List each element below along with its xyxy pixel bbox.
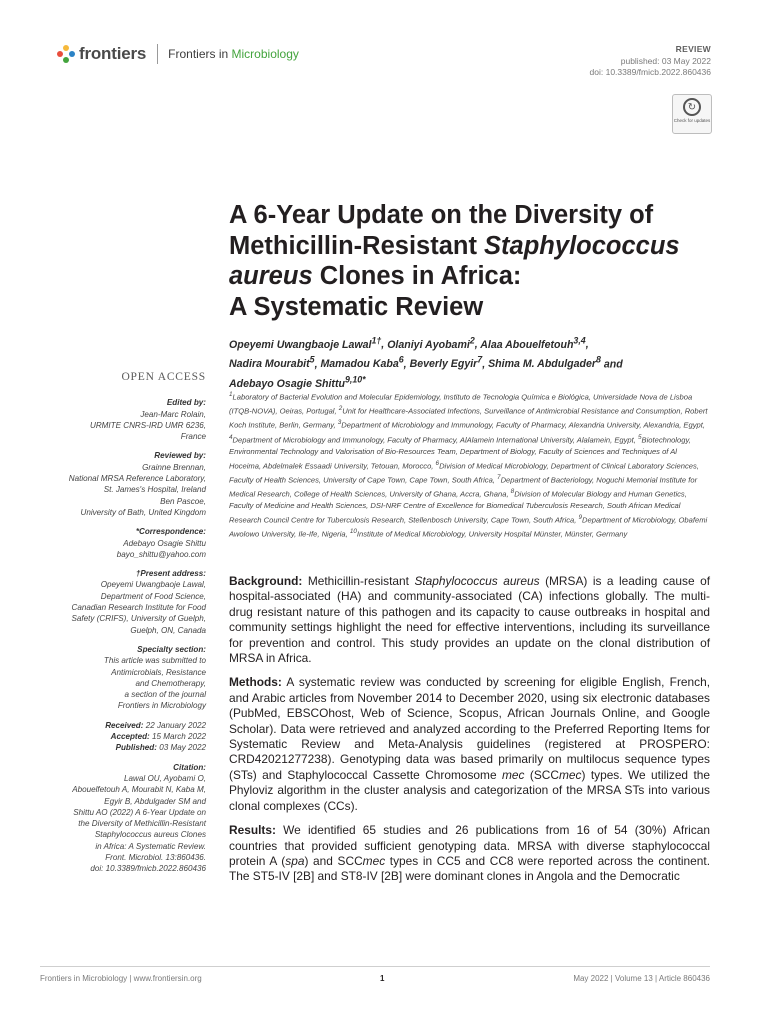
abstract-results: Results: We identified 65 studies and 26 publications from 16 of 54 (30%) African countries that provided sufficient genotyping data. MRSA with diverse staphylococcal protein A (spa) and SCCmec types in CC5 and CC8 were reported across the continent. The ST5-IV [2B] and ST8-IV [2B] were dominant clones in Angola and the Democratic — [229, 823, 710, 884]
present-address: †Present address: Opeyemi Uwangbaoje Lawal, Department of Food Science, Canadian Research Institute for Food Safety (CRIFS), University of Guelph, Guelph, ON, Canada — [71, 569, 206, 635]
article-sidebar — [40, 372, 206, 883]
published-date: published: 03 May 2022 — [620, 55, 711, 66]
author[interactable]: Mamadou Kaba$^6$ — [320, 354, 404, 371]
author[interactable]: Beverly Egyir$^7$ — [409, 354, 483, 371]
article-type: REVIEW — [675, 44, 711, 54]
refresh-icon: ↻ — [683, 98, 701, 116]
reviewed-by: Reviewed by: Grainne Brennan, National MRSA Reference Laboratory, St. James's Hospital, Ireland Ben Pascoe, University of Bath, United Kingdom — [68, 451, 206, 517]
page-number: 1 — [380, 974, 385, 983]
edited-by: Edited by: Jean-Marc Rolain, URMITE CNRS-IRD UMR 6236, France — [89, 398, 206, 442]
dates: Received: 22 January 2022 Accepted: 15 March 2022 Published: 03 May 2022 — [105, 720, 206, 753]
author[interactable]: Olaniyi Ayobami$^2$ — [387, 335, 475, 351]
frontiers-logo-icon — [57, 44, 75, 64]
journal-name: Frontiers in Microbiology — [168, 47, 299, 61]
brand-name: frontiers — [79, 44, 147, 63]
author[interactable]: Opeyemi Uwangbaoje Lawal$^{1\dagger}$ — [229, 335, 382, 351]
abstract-methods: Methods: A systematic review was conducted by screening for eligible English, French, and Arabic articles from November 2014 to December 2020, using six electronic databases (PubMed, EBSCOhost, Web of Science, Scopus, African Journals Online, and Google Scholar). Data were retrieved and analyzed according to the Preferred Reporting Items for Systematic Review and Meta-Analysis guidelines (registered at PROSPERO: CRD42021277238). Genotyping data was based primarily on multilocus sequence types (STs) and Staphylococcal Cassette Chromosome mec (SCCmec) types. We utilized the Phyloviz algorithm in the cluster analysis and categorization of the MRSA STs into various clonal complexes (CCs). — [229, 675, 710, 813]
author[interactable]: Alaa Abouelfetouh$^{3,4}$ — [480, 335, 586, 351]
specialty-section: Specialty section: This article was submitted to Antimicrobials, Resistance and Chemotherapy, a section of the journal Frontiers in Microbiology — [103, 644, 206, 711]
footer-journal-link[interactable]: Frontiers in Microbiology | www.frontiersin.org — [40, 974, 202, 983]
correspondence: *Correspondence: Adebayo Osagie Shittu bayo_shittu@yahoo.com — [40, 526, 206, 560]
abstract-background: Background: Methicillin-resistant Staphylococcus aureus (MRSA) is a leading cause of hospital-associated (HA) and community-associated (CA) infections globally. The multi-drug resistant nature of this pathogen and its capacity to cause outbreaks in hospital and community settings highlight the need for effective interventions, including its surveillance for prevention and control. This study provides an update on the clonal distribution of MRSA in Africa. — [229, 574, 710, 666]
citation-doi[interactable]: doi: 10.3389/fmicb.2022.860436 — [90, 864, 206, 874]
affiliations: $^1$Laboratory of Bacterial Evolution and Molecular Epidemiology, Instituto de Tecnologia Química e Biológica, Universidade Nova de Lisboa (ITQB-NOVA), Oeiras, Portugal, $^2$Unit for Healthcare-Associated Infections, Surveillance of Antimicrobial Resistance and Consumption, Robert Koch Institute, Berlin, Germany, $^3$Department of Microbiology and Immunology, Faculty of Pharmacy, Alexandria University, Alexandria, Egypt, $^4$Department of Microbiology and Immunology, Faculty of Pharmacy, AlAlamein International University, Alalamein, Egypt, $^5$Biotechnology, Environmental Technology and Valorisation of Bio-Resources Team, Department of Biology, Faculty of Sciences and Techniques of Al Hoceima, Abdelmalek Essaadi University, Tetouan, Morocco, $^6$Division of Medical Microbiology, Department of Clinical Laboratory Sciences, Faculty of Health Sciences, University of Cape Town, Cape Town, South Africa, $^7$Department of Bacteriology, Noguchi Memorial Institute for Medical Research, College of Health Sciences, University of Ghana, Accra, Ghana, $^8$Division of Molecular Biology and Human Genetics, Faculty of Medicine and Health Sciences, DSI-NRF Centre of Excellence for Biomedical Tuberculosis Research, South African Medical Research Council Centre for Tuberculosis Research, Stellenbosch University, Cape Town, South Africa, $^9$Department of Microbiology, Obafemi Awolowo University, Ile-Ife, Nigeria, $^{10}$Institute of Medical Microbiology, University Hospital Münster, Münster, Germany — [229, 391, 708, 539]
author-list: Opeyemi Uwangbaoje Lawal$^{1\dagger}$, Olaniyi Ayobami$^2$, Alaa Abouelfetouh$^{3,4}$, Nadira Mourabit$^5$, Mamadou Kaba$^6$, Beverly Egyir$^7$, Shima M. Abdulgader$^8$ and Adebayo Osagie Shittu$^{9,10*}$ — [229, 335, 623, 390]
article-meta — [590, 44, 711, 79]
abstract — [229, 574, 710, 894]
correspondence-email[interactable]: bayo_shittu@yahoo.com — [116, 549, 206, 559]
check-badge-label: Check for updates — [673, 118, 711, 123]
doi[interactable]: doi: 10.3389/fmicb.2022.860436 — [589, 67, 711, 77]
open-access-label: OPEN ACCESS — [121, 371, 206, 383]
divider — [157, 44, 158, 64]
check-for-updates-button[interactable] — [672, 94, 712, 134]
author[interactable]: Adebayo Osagie Shittu$^{9,10*}$ — [229, 374, 366, 390]
footer-issue-info: May 2022 | Volume 13 | Article 860436 — [573, 974, 710, 983]
footer-divider — [40, 966, 710, 967]
article-title: A 6-Year Update on the Diversity of Methicillin-Resistant Staphylococcus aureus Clones in Africa: A Systematic Review — [229, 201, 680, 321]
author[interactable]: Shima M. Abdulgader$^8$ — [488, 354, 601, 371]
citation: Citation: Lawal OU, Ayobami O, Abouelfetouh A, Mourabit N, Kaba M, Egyir B, Abdulgader SM and Shittu AO (2022) A 6-Year Update on the Diversity of Methicillin-Resistant Staphylococcus aureus Clones in Africa: A Systematic Review. Front. Microbiol. 13:860436. doi: 10.3389/fmicb.2022.860436 — [40, 762, 206, 875]
author[interactable]: Nadira Mourabit$^5$ — [229, 354, 315, 371]
frontiers-logo[interactable] — [57, 44, 299, 64]
